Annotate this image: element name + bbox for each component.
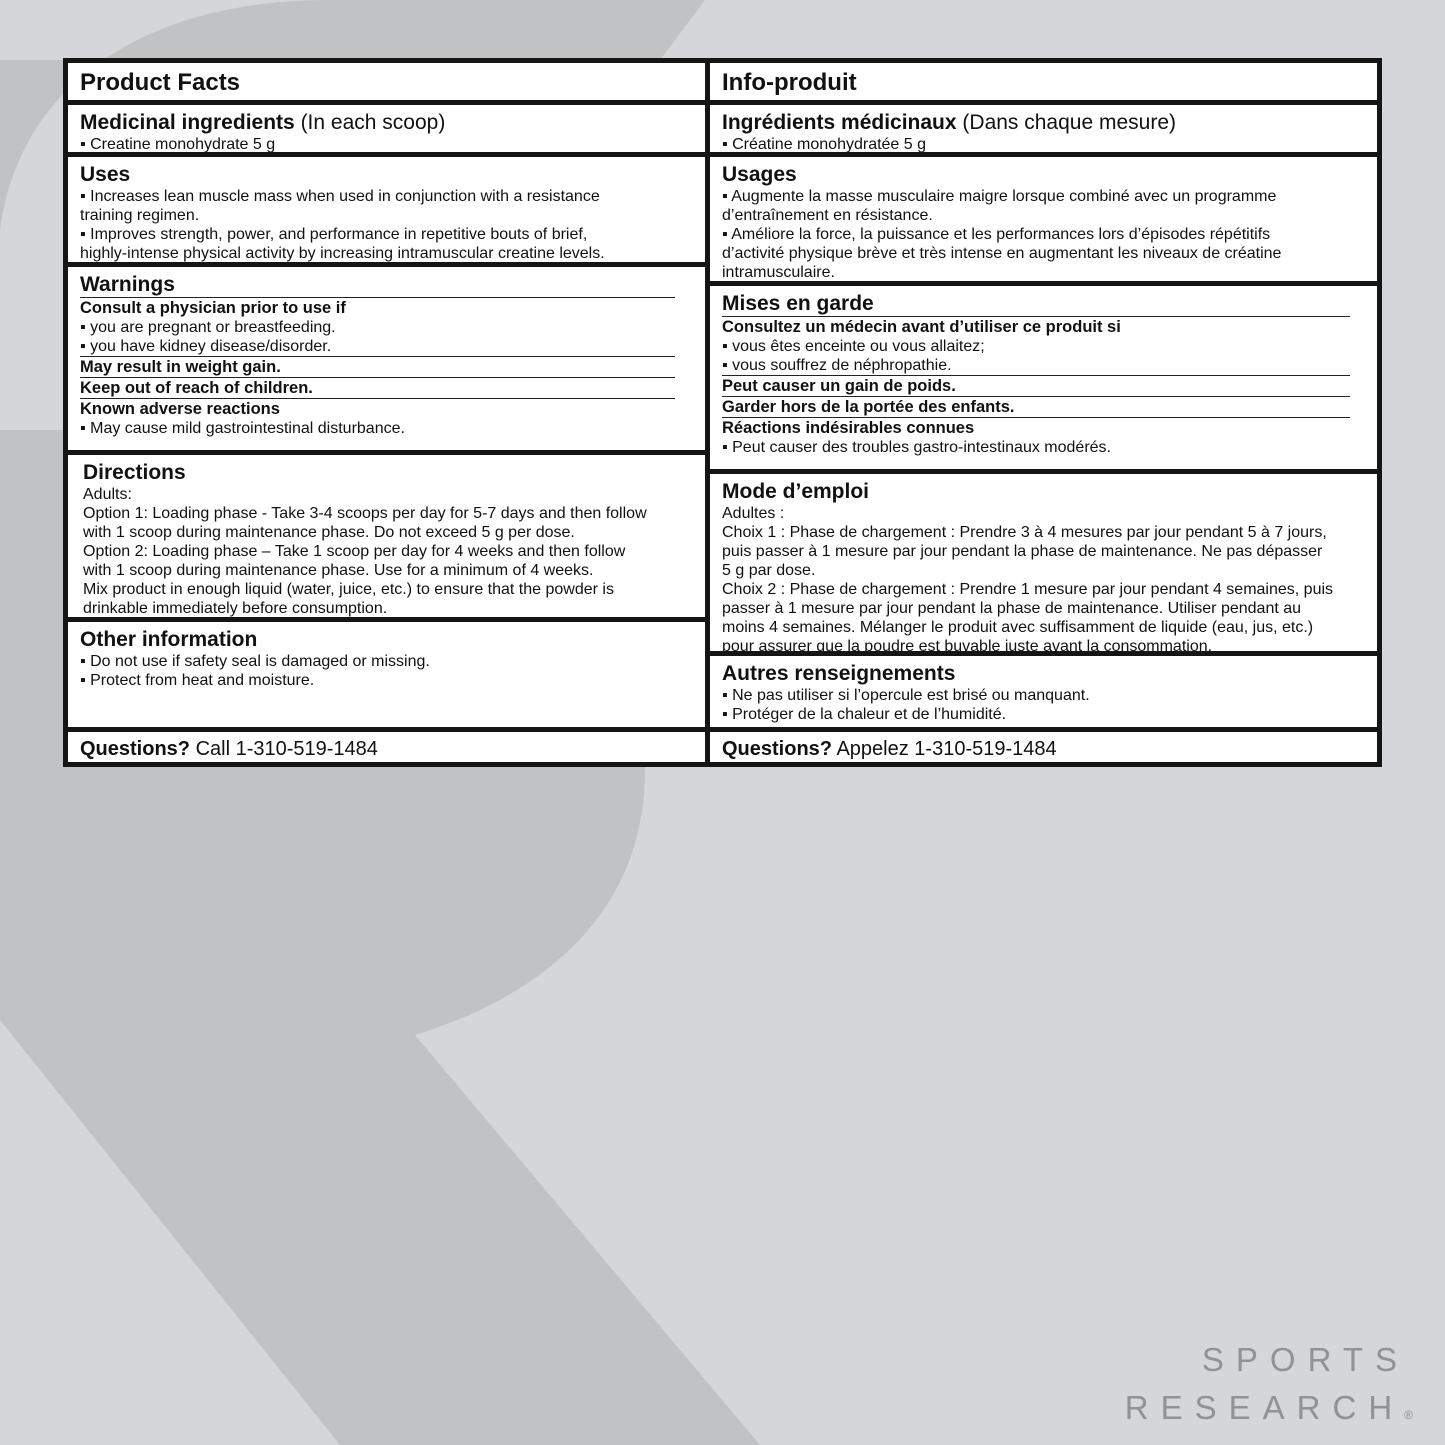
directions-box-en [68,450,705,622]
other-text-fr: ▪ Ne pas utiliser si l’opercule est brisé ou manquant. ▪ Protéger de la chaleur et de l’humidité. [722,687,1090,723]
medicinal-box-fr [710,100,1377,157]
medicinal-box-en [68,100,705,157]
directions-text-en: Adults: Option 1: Loading phase - Take 3-4 scoops per day for 5-7 days and then follow with 1 scoop during maintenance phase. Do not exceed 5 g per dose. Option 2: Loading phase – Take 1 scoop per day for 4 weeks and then follow with 1 scoop during maintenance phase. Use for a minimum of 4 weeks. Mix product in enough liquid (water, juice, etc.) to ensure that the powder is drinkable immediately before consumption. [83,486,647,617]
title-box-fr [710,63,1377,105]
warnings-consult-fr: Consultez un médecin avant d’utiliser ce produit si [722,318,1121,336]
title-box-en [68,63,705,105]
warnings-weight-fr: Peut causer un gain de poids. [722,377,956,395]
warnings-adverse-items-fr: ▪ Peut causer des troubles gastro-intestinaux modérés. [722,439,1111,456]
warnings-weight-en: May result in weight gain. [80,358,281,376]
warnings-heading-fr: Mises en garde [722,292,874,315]
medicinal-items-en: ▪ Creatine monohydrate 5 g [80,136,276,153]
medicinal-items-fr: ▪ Créatine monohydratée 5 g [722,136,927,153]
medicinal-note-en: (In each scoop) [300,111,446,134]
warnings-adverse-fr: Réactions indésirables connues [722,419,975,437]
uses-box-fr [710,152,1377,286]
questions-phone-en: Call 1-310-519-1484 [195,738,378,760]
medicinal-heading-text-en: Medicinal ingredients [80,111,295,134]
logo-line-2 [1125,1388,1413,1435]
questions-box-fr [710,727,1377,767]
directions-box-fr [710,469,1377,656]
uses-text-fr: ▪ Augmente la masse musculaire maigre lorsque combiné avec un programme d’entraînement en résistance. ▪ Améliore la force, la puissance et les performances lors d’épisodes répétitifs d’activité physique brève et très intense en augmentant les niveaux de créatine intramusculaire. [722,188,1282,281]
medicinal-heading-text-fr: Ingrédients médicinaux [722,111,957,134]
warnings-children-fr: Garder hors de la portée des enfants. [722,398,1015,416]
questions-label-fr: Questions? [722,738,833,760]
logo-line-1: SPORTS [1201,1341,1409,1378]
questions-line-fr [722,736,1365,762]
questions-line-en [80,736,693,762]
warnings-consult-items-en: ▪ you are pregnant or breastfeeding. ▪ you have kidney disease/disorder. [80,319,336,355]
medicinal-heading-fr [722,111,1365,135]
warnings-children-en: Keep out of reach of children. [80,379,313,397]
questions-box-en [68,727,705,767]
sports-research-logo [1125,1340,1413,1435]
questions-phone-fr: Appelez 1-310-519-1484 [836,738,1057,760]
questions-label-en: Questions? [80,738,191,760]
other-box-fr [710,651,1377,732]
logo-line-2-text: RESEARCH [1124,1389,1405,1426]
other-heading-fr: Autres renseignements [722,662,956,685]
warnings-heading-en: Warnings [80,273,175,296]
medicinal-heading-en [80,111,693,135]
uses-box-en [68,152,705,267]
other-heading-en: Other information [80,628,258,651]
warnings-adverse-en: Known adverse reactions [80,400,280,418]
other-box-en [68,617,705,732]
panel-title-en: Product Facts [80,69,241,96]
panel-title-fr: Info-produit [722,69,857,96]
warnings-consult-en: Consult a physician prior to use if [80,299,346,317]
uses-heading-en: Uses [80,163,131,186]
medicinal-note-fr: (Dans chaque mesure) [962,111,1177,134]
uses-heading-fr: Usages [722,163,797,186]
registered-mark: ® [1404,1408,1413,1422]
warnings-box-en [68,262,705,455]
uses-text-en: ▪ Increases lean muscle mass when used in conjunction with a resistance training regimen. ▪ Improves strength, power, and performance in repetitive bouts of brief, highly-intense physical activity by increasing intramuscular creatine levels. [80,188,605,262]
directions-heading-fr: Mode d’emploi [722,480,869,503]
warnings-consult-items-fr: ▪ vous êtes enceinte ou vous allaitez; ▪ vous souffrez de néphropathie. [722,338,985,374]
product-facts-panel-fr [705,58,1382,767]
warnings-box-fr [710,281,1377,474]
directions-heading-en: Directions [83,461,186,484]
directions-text-fr: Adultes : Choix 1 : Phase de chargement : Prendre 3 à 4 mesures par jour pendant 5 à 7 jours, puis passer à 1 mesure par jour pendant la phase de maintenance. Ne pas dépasser 5 g par dose. Choix 2 : Phase de chargement : Prendre 1 mesure par jour pendant 4 semaines, puis passer à 1 mesure par jour pendant la phase de maintenance. Utiliser pendant au moins 4 semaines. Mélanger le produit avec suffisamment de liquide (eau, jus, etc.) pour assurer que la poudre est buvable juste avant la consommation. [722,505,1334,655]
other-text-en: ▪ Do not use if safety seal is damaged or missing. ▪ Protect from heat and moisture. [80,653,430,689]
warnings-adverse-items-en: ▪ May cause mild gastrointestinal disturbance. [80,420,405,437]
product-facts-panel-en [63,58,710,767]
